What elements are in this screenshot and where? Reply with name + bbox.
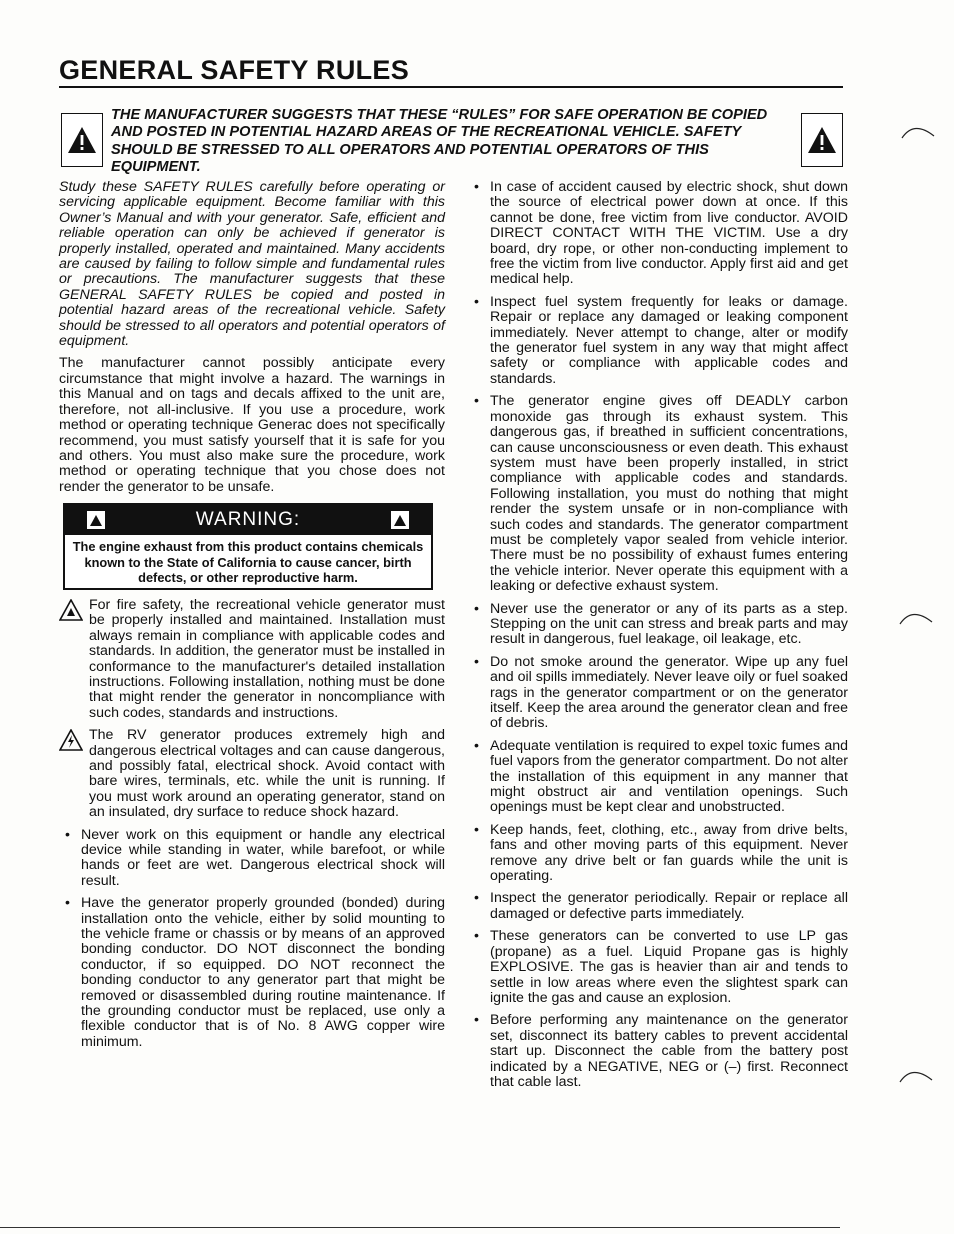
binder-hole-mark	[898, 604, 934, 628]
paragraph-text: For fire safety, the recreational vehicle generator must be properly installed and maintained. Installation must always remain in compliance with applicable codes and standards. In addition, the generator must be installed in conformance to the manufacturer's detailed installation instructions. Following installation, nothing must be done that might render the generator in noncompliance with such codes, standards and instructions.	[89, 596, 445, 721]
right-column	[468, 180, 848, 1097]
binder-hole-mark	[900, 118, 936, 142]
list-item-text: Keep hands, feet, clothing, etc., away from drive belts, fans and other moving parts of this equipment. Never remove any drive belt or fan guards while the unit is operating.	[490, 821, 848, 885]
list-item	[59, 896, 445, 1050]
list-item	[468, 739, 848, 816]
warning-triangle-icon	[801, 113, 843, 167]
electrical-hazard-paragraph	[59, 728, 445, 820]
list-item	[59, 828, 445, 890]
warning-triangle-icon	[61, 113, 103, 167]
list-item-text: In case of accident caused by electric shock, shut down the source of electrical power down at once. If this cannot be done, free victim from live conductor. AVOID DIRECT CONTACT WITH THE VICTIM. Use a dry board, dry rope, or other non-conducting implement to free the victim from live conductor. Apply first aid and get medical help.	[490, 179, 848, 288]
right-bullet-list	[468, 180, 848, 1090]
bullet-glyph: •	[474, 737, 479, 754]
bullet-glyph: •	[474, 179, 479, 195]
list-item-text: Before performing any maintenance on the generator set, disconnect its battery cables to prevent accidental start up. Disconnect the cable from the battery post indicated by a NEGATIVE, NEG or (–) first. Reconnect that cable last.	[490, 1012, 848, 1090]
bullet-glyph: •	[65, 895, 70, 912]
intro-italic-paragraph: Study these SAFETY RULES carefully before operating or servicing applicable equipment. Become familiar with this Owner’s Manual and with your generator. Safe, efficient and reliable operation can only be achieved if generator is properly installed, operated and maintained. Many accidents are caused by failing to follow simple and fundamental rules or precautions. The manufacturer suggests that these GENERAL SAFETY RULES be copied and posted in potential hazard areas of the recreational vehicle. Safety should be stressed to all operators and potential operators of equipment.	[59, 179, 445, 350]
bullet-glyph: •	[474, 393, 479, 410]
binder-hole-mark	[898, 1062, 934, 1086]
page-title: GENERAL SAFETY RULES	[59, 55, 410, 85]
bottom-edge-rule	[0, 1227, 840, 1228]
california-warning-panel	[63, 503, 433, 590]
list-item	[468, 602, 848, 648]
bullet-glyph: •	[474, 600, 479, 617]
bullet-glyph: •	[474, 928, 479, 945]
list-item-text: The generator engine gives off DEADLY carbon monoxide gas through its exhaust system. This dangerous gas, if breathed in sufficient concentrations, can cause unconsciousness or even death. This exhaust system must have been properly installed, in strict compliance with applicable codes and standards. Following installation, you must do nothing that might render the system unsafe or in non-compliance with such codes and standards. The generator compartment must be completely vapor sealed from vehicle interior. There must be no possibility of exhaust fumes entering the vehicle interior. Never operate this equipment with a leaking or defective exhaust system.	[490, 393, 848, 595]
hazard-triangle-icon	[59, 599, 83, 625]
list-item-text: Inspect fuel system frequently for leaks or damage. Repair or replace any damaged or leaking component immediately. Never attempt to change, alter or modify the generator fuel system in any way that might affect safety or compliance with applicable codes and standards.	[490, 293, 848, 387]
list-item	[468, 180, 848, 288]
list-item	[468, 655, 848, 732]
intro-paragraph: The manufacturer cannot possibly anticipate every circumstance that might involve a hazard. The warnings in this Manual and on tags and decals affixed to the unit are, therefore, not all-inclusive. If you use a procedure, work method or operating technique Generac does not specifically recommend, you must satisfy yourself that it is safe for you and others. You must also make sure the procedure, work method or operating technique that you chose does not render the generator to be unsafe.	[59, 355, 445, 495]
title-underline	[59, 86, 843, 88]
fire-safety-paragraph	[59, 598, 445, 721]
list-item-text: Inspect the generator periodically. Repair or replace all damaged or defective parts immediately.	[490, 890, 848, 922]
warning-label: WARNING:	[195, 509, 301, 531]
hazard-triangle-icon	[59, 729, 83, 755]
list-item	[468, 823, 848, 885]
bullet-glyph: •	[474, 653, 479, 670]
list-item-text: Never use the generator or any of its parts as a step. Stepping on the unit can stress and break parts and may result in dangerous, fuel leakage, oil leakage, etc.	[490, 600, 848, 648]
paragraph-text: The RV generator produces extremely high and dangerous electrical voltages and can cause dangerous, and possibly fatal, electrical shock. Avoid contact with bare wires, terminals, etc. while the unit is running. If you must work around an operating generator, stand on an insulated, dry surface to reduce shock hazard.	[89, 727, 445, 821]
left-bullet-list	[59, 828, 445, 1051]
warning-triangle-icon	[391, 511, 409, 529]
list-item	[468, 394, 848, 594]
left-column	[59, 180, 445, 1057]
bullet-glyph: •	[474, 821, 479, 838]
warning-header	[65, 505, 431, 535]
list-item	[468, 1013, 848, 1090]
notice-text: THE MANUFACTURER SUGGESTS THAT THESE “RULES” FOR SAFE OPERATION BE COPIED AND POSTED IN POTENTIAL HAZARD AREAS OF THE RECREATIONAL VEHICLE. SAFETY SHOULD BE STRESSED TO ALL OPERATORS AND POTENTIAL OPERATORS OF THIS EQUIPMENT.	[111, 107, 768, 176]
warning-triangle-icon	[87, 511, 105, 529]
bullet-glyph: •	[474, 293, 479, 310]
list-item-text: These generators can be converted to use LP gas (propane) as a fuel. Liquid Propane gas is highly EXPLOSIVE. The gas is heavier than air and tends to settle in low areas where even the slightest spark can ignite the gas and cause an explosion.	[490, 928, 848, 1006]
safety-notice	[59, 107, 845, 176]
list-item-text: Adequate ventilation is required to expel toxic fumes and fuel vapors from the generator compartment. Do not alter the installation of this equipment in any manner that might obstruct air and ventilation openings. Such openings must be kept clear and unobstructed.	[490, 737, 849, 816]
list-item	[468, 929, 848, 1006]
list-item-text: Never work on this equipment or handle any electrical device while standing in water, while barefoot, or while hands or feet are wet. Dangerous electrical shock will result.	[81, 826, 445, 889]
bullet-glyph: •	[65, 826, 70, 843]
list-item	[468, 891, 848, 922]
bullet-glyph: •	[474, 890, 479, 907]
list-item-text: Have the generator properly grounded (bonded) during installation onto the vehicle, either by solid mounting to the vehicle frame or chassis or by means of an approved bonding conductor. DO NOT disconnect the bonding conductor, if so equipped. DO NOT reconnect the bonding conductor to any generator part that might be removed or disassembled during routine maintenance. If the grounding conductor must be replaced, use only a flexible conductor that is of No. 8 AWG copper wire minimum.	[81, 895, 445, 1050]
warning-text: The engine exhaust from this product contains chemicals known to the State of California to cause cancer, birth defects, or other reproductive harm.	[72, 539, 424, 586]
list-item-text: Do not smoke around the generator. Wipe up any fuel and oil spills immediately. Never leave oily or fuel soaked rags in the generator compartment or on the generator itself. Keep the area around the generator clean and free of debris.	[490, 653, 848, 732]
list-item	[468, 295, 848, 387]
bullet-glyph: •	[474, 1012, 479, 1029]
